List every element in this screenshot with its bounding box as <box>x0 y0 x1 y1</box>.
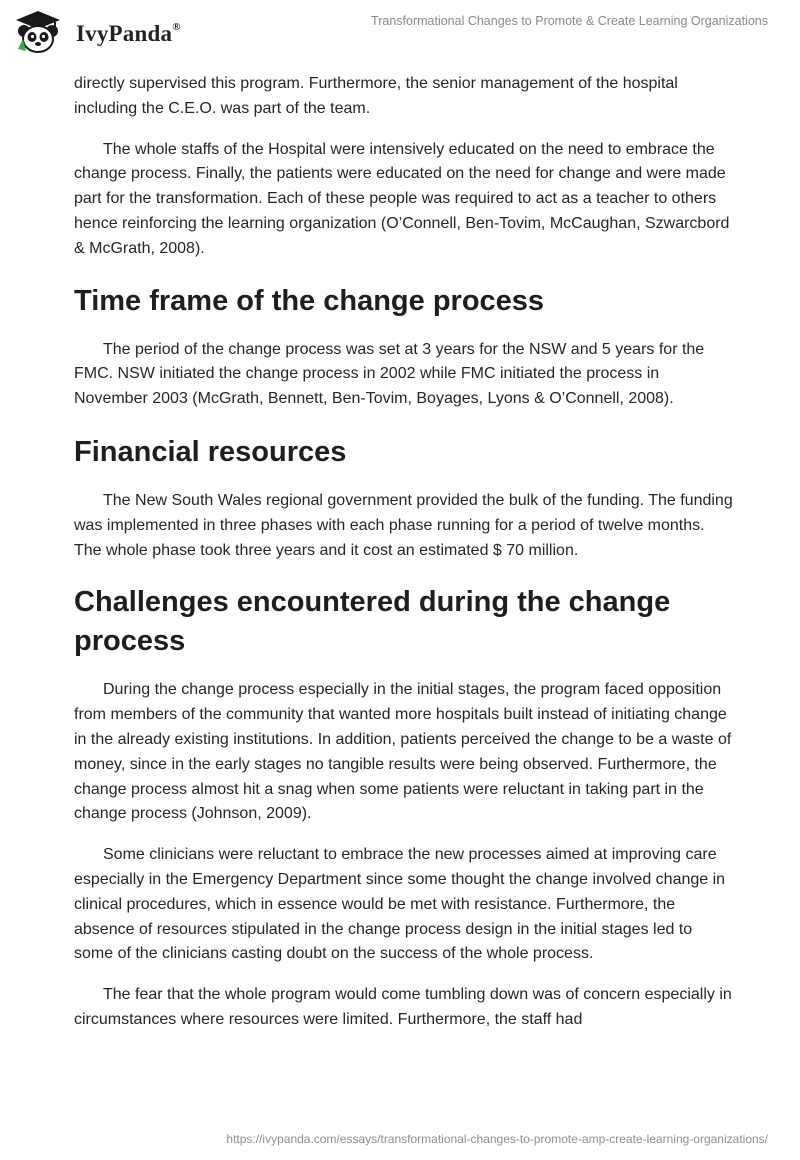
source-url[interactable]: https://ivypanda.com/essays/transformational-changes-to-promote-amp-create-learning-organizations/ <box>226 1132 768 1146</box>
paragraph: The fear that the whole program would come tumbling down was of concern especially in circumstances where resources were limited. Furthermore, the staff had <box>74 986 732 1028</box>
paragraph: directly supervised this program. Furthermore, the senior management of the hospital including the C.E.O. was part of the team. <box>74 75 678 117</box>
section-heading-challenges: Challenges encountered during the change process <box>74 586 671 658</box>
page-header <box>0 0 800 64</box>
section-heading-financial-resources: Financial resources <box>74 435 347 468</box>
paragraph: During the change process especially in the initial stages, the program faced opposition from members of the community that wanted more hospitals built instead of initiating change in the already existing institutions. In addition, patients perceived the change to be a waste of money, since in the early stages no tangible results were being observed. Furthermore, the change process almost hit a snag when some patients were reluctant in taking part in the change process (Johnson, 2009). <box>74 681 732 823</box>
logo-text: IvyPanda <box>76 21 173 46</box>
paragraph: The New South Wales regional government provided the bulk of the funding. The funding was implemented in three phases with each phase running for a period of twelve months. The whole phase took three years and it cost an estimated $ 70 million. <box>74 491 733 559</box>
paragraph: Some clinicians were reluctant to embrace the new processes aimed at improving care especially in the Emergency Department since some thought the change involved change in clinical procedures, which in essence would be met with resistance. Furthermore, the absence of resources stipulated in the change process design in the initial stages led to some of the clinicians casting doubt on the success of the whole process. <box>74 846 726 963</box>
paragraph: The whole staffs of the Hospital were intensively educated on the need to embrace the change process. Finally, the patients were educated on the need for change and were made part for the transformation. Each of these people was required to act as a teacher to others hence reinforcing the learning organization (O’Connell, Ben-Tovim, McCaughan, Szwarcbord & McGrath, 2008). <box>74 140 730 257</box>
panda-graduate-icon <box>14 9 62 55</box>
paragraph: The period of the change process was set at 3 years for the NSW and 5 years for the FMC. NSW initiated the change process in 2002 while FMC initiated the process in November 2003 (McGrath, Bennett, Ben-Tovim, Boyages, Lyons & O’Connell, 2008). <box>74 340 705 408</box>
document-title: Transformational Changes to Promote & Create Learning Organizations <box>371 14 768 28</box>
section-heading-time-frame: Time frame of the change process <box>74 284 545 317</box>
essay-content <box>74 72 734 1048</box>
registered-mark: ® <box>172 21 181 34</box>
ivypanda-logo[interactable] <box>14 9 214 57</box>
